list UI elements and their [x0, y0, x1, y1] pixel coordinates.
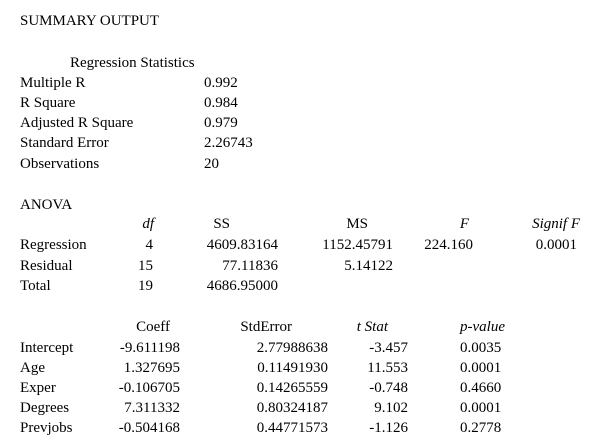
anova-df: 19	[138, 278, 153, 294]
coeff-value: 1.327695	[123, 360, 180, 376]
anova-signif-f: 0.0001	[535, 237, 577, 253]
anova-header-ss: SS	[213, 216, 230, 232]
std-error-value: 0.14265559	[256, 380, 328, 396]
t-stat-value: -0.748	[369, 380, 408, 396]
variable-label: Degrees	[20, 400, 70, 416]
page-title: SUMMARY OUTPUT	[20, 13, 160, 29]
t-stat-header: t Stat	[356, 319, 388, 335]
t-stat-value: 11.553	[367, 360, 408, 376]
variable-label: Age	[20, 360, 45, 376]
coeff-value: -0.504168	[118, 420, 180, 436]
variable-label: Prevjobs	[20, 420, 73, 436]
std-error-value: 0.80324187	[256, 400, 328, 416]
std-error-header: StdError	[240, 319, 292, 335]
stat-label: Adjusted R Square	[20, 115, 134, 131]
stat-label: Standard Error	[20, 135, 109, 151]
stat-label: Multiple R	[20, 75, 86, 91]
anova-ms: 1152.45791	[322, 237, 393, 253]
coeff-header: Coeff	[136, 319, 170, 335]
anova-row-label: Total	[20, 278, 51, 294]
coeff-value: -9.611198	[119, 340, 180, 356]
variable-label: Exper	[20, 380, 56, 396]
std-error-value: 2.77988638	[256, 340, 328, 356]
stat-value: 2.26743	[204, 135, 253, 151]
anova-ms: 5.14122	[344, 258, 393, 274]
anova-f: 224.160	[424, 237, 473, 253]
stat-value: 20	[204, 156, 219, 172]
p-value-value: 0.0001	[460, 400, 502, 416]
p-value-header: p-value	[460, 319, 505, 335]
stat-label: R Square	[20, 95, 76, 111]
anova-ss: 4686.95000	[206, 278, 278, 294]
anova-header-df: df	[142, 216, 154, 232]
p-value-value: 0.2778	[460, 420, 502, 436]
anova-df: 15	[138, 258, 153, 274]
anova-ss: 4609.83164	[206, 237, 278, 253]
p-value-value: 0.4660	[460, 380, 502, 396]
coeff-value: -0.106705	[118, 380, 180, 396]
anova-header-signif-f: Signif F	[532, 216, 580, 232]
anova-df: 4	[145, 237, 153, 253]
stat-label: Observations	[20, 156, 100, 172]
p-value-value: 0.0035	[460, 340, 502, 356]
anova-row-label: Residual	[20, 258, 73, 274]
t-stat-value: -3.457	[369, 340, 408, 356]
regression-statistics-heading: Regression Statistics	[70, 55, 195, 71]
p-value-value: 0.0001	[460, 360, 502, 376]
anova-header-f: F	[459, 216, 469, 232]
std-error-value: 0.11491930	[257, 360, 328, 376]
stat-value: 0.992	[204, 75, 238, 91]
t-stat-value: -1.126	[369, 420, 408, 436]
anova-row-label: Regression	[20, 237, 87, 253]
stat-value: 0.979	[204, 115, 238, 131]
std-error-value: 0.44771573	[256, 420, 328, 436]
coeff-value: 7.311332	[124, 400, 180, 416]
t-stat-value: 9.102	[374, 400, 408, 416]
variable-label: Intercept	[20, 340, 74, 356]
anova-heading: ANOVA	[20, 197, 73, 213]
anova-header-ms: MS	[346, 216, 368, 232]
stat-value: 0.984	[204, 95, 238, 111]
anova-ss: 77.11836	[222, 258, 278, 274]
